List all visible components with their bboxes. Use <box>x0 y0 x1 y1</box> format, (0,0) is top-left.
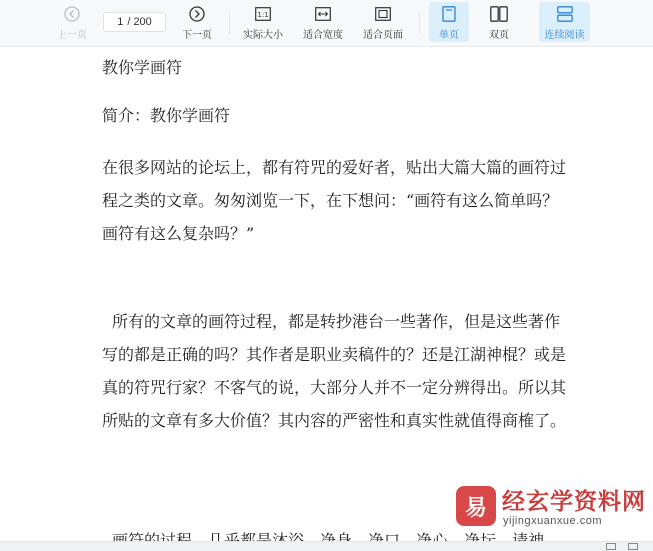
document-title: 教你学画符 <box>102 58 183 77</box>
watermark-title: 经玄学资料网 <box>502 489 646 515</box>
watermark-url: yijingxuanxue.com <box>503 515 602 527</box>
total-pages: / 200 <box>127 16 152 28</box>
fit-page-label: 适合页面 <box>363 30 403 41</box>
actual-size-label: 实际大小 <box>243 30 283 41</box>
layout-icon[interactable] <box>628 543 638 550</box>
fit-width-button[interactable] <box>300 0 346 46</box>
svg-text:1:1: 1:1 <box>257 11 269 19</box>
next-page-button[interactable] <box>179 0 215 46</box>
single-page-icon <box>442 5 456 23</box>
fit-width-icon <box>315 5 331 23</box>
toolbar-divider <box>419 12 420 34</box>
document-paragraph-2: 所有的文章的画符过程，都是转抄港台一些著作，但是这些著作写的都是正确的吗？其作者是职业卖稿件的？还是江湖神棍？或是真的符咒行家？不客气的说，大部分人并不一定分辨得出。所以其所贴的文章有多大价值？其内容的严密性和真实性就值得商榷了。 <box>102 312 567 430</box>
fit-page-icon <box>375 5 391 23</box>
document-page <box>0 47 653 550</box>
double-page-label: 双页 <box>489 30 509 41</box>
toolbar-divider <box>229 12 230 34</box>
single-page-label: 单页 <box>439 30 459 41</box>
page-number-input[interactable] <box>103 12 166 32</box>
continuous-reading-button[interactable] <box>539 2 590 42</box>
current-page: 1 <box>117 16 124 28</box>
actual-size-button[interactable] <box>240 0 286 46</box>
next-page-label: 下一页 <box>182 30 212 41</box>
site-watermark-logo <box>456 483 653 533</box>
actual-size-icon <box>255 5 271 23</box>
site-logo-icon: 易 <box>456 486 496 526</box>
prev-page-label: 上一页 <box>57 30 87 41</box>
fit-width-label: 适合宽度 <box>303 30 343 41</box>
single-page-button[interactable] <box>429 2 469 42</box>
document-intro: 简介：教你学画符 <box>102 106 231 125</box>
chevron-left-circle-icon <box>64 5 80 23</box>
reader-toolbar <box>0 0 653 47</box>
continuous-reading-label: 连续阅读 <box>544 30 585 41</box>
double-page-button[interactable] <box>481 0 517 46</box>
prev-page-button[interactable] <box>55 0 89 46</box>
double-page-icon <box>490 5 508 23</box>
document-paragraph-1: 在很多网站的论坛上，都有符咒的爱好者，贴出大篇大篇的画符过程之类的文章。匆匆浏览一下，在下想问：“画符有这么简单吗？画符有这么复杂吗？” <box>102 158 567 243</box>
view-mode-icon[interactable] <box>606 543 616 550</box>
continuous-reading-icon <box>557 5 573 23</box>
fit-page-button[interactable] <box>360 0 406 46</box>
chevron-right-circle-icon <box>189 5 205 23</box>
